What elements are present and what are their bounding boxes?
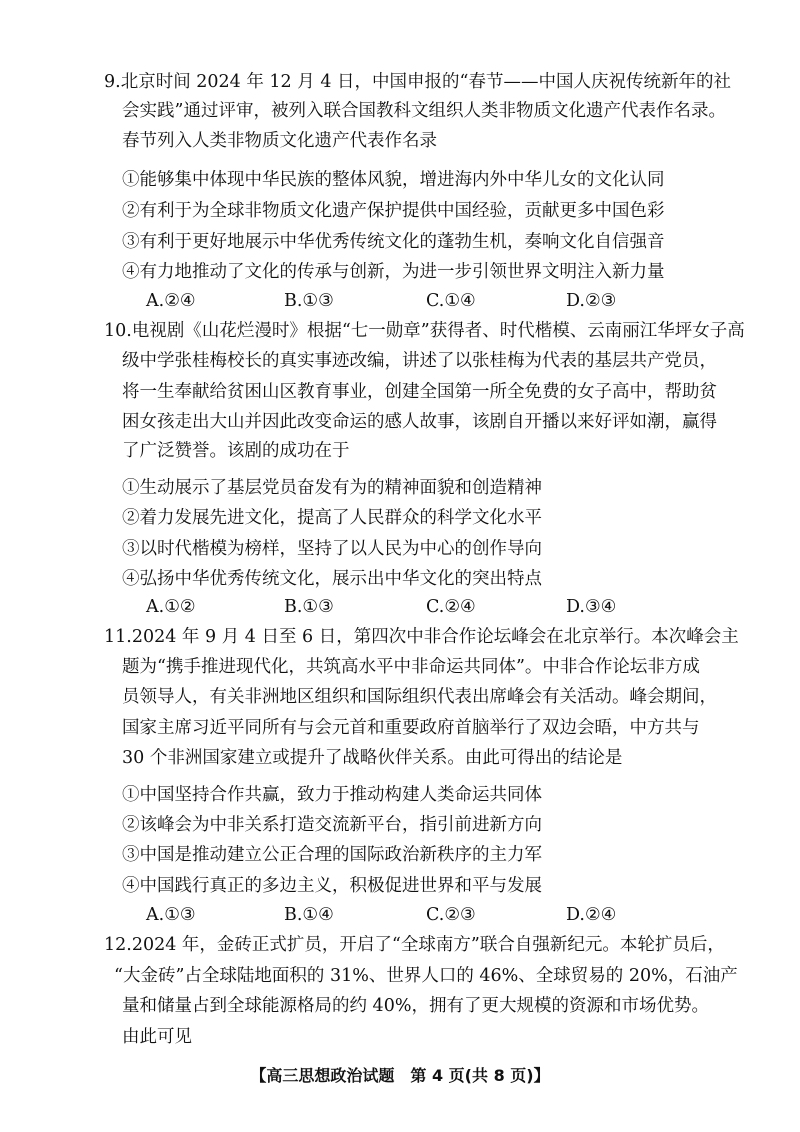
statement-2: ②着力发展先进文化，提高了人民群众的科学文化水平 [122,508,542,528]
statement-3: ③有利于更好地展示中华优秀传统文化的蓬勃生机，奏响文化自信强音 [122,232,665,252]
option-a: A.①② [146,597,196,617]
option-d: D.②③ [566,291,617,311]
statement-1: ①中国坚持合作共赢，致力于推动构建人类命运共同体 [122,785,542,805]
option-b: B.①③ [284,597,334,617]
option-c: C.②④ [426,597,476,617]
statement-4: ④弘扬中华优秀传统文化，展示出中华文化的突出特点 [122,569,542,589]
option-b: B.①③ [284,291,334,311]
statement-4: ④有力地推动了文化的传承与创新，为进一步引领世界文明注入新力量 [122,262,665,282]
question-stem-line: 将一生奉献给贫困山区教育事业，创建全国第一所全免费的女子高中，帮助贫 [122,382,717,402]
option-c: C.②③ [426,905,476,925]
question-stem-line: 量和储量占到全球能源格局的约 40%，拥有了更大规模的资源和市场优势。 [122,996,709,1016]
statement-1: ①能够集中体现中华民族的整体风貌，增进海内外中华儿女的文化认同 [122,170,665,190]
question-stem-line: 12.2024 年，金砖正式扩员，开启了“全球南方”联合自强新纪元。本轮扩员后， [104,935,725,955]
option-d: D.③④ [566,597,617,617]
question-stem-line: “大金砖”占全球陆地面积的 31%、世界人口的 46%、全球贸易的 20%，石油产 [114,966,738,986]
option-c: C.①④ [426,291,476,311]
question-stem-line: 由此可见 [122,1027,192,1047]
page-footer: 【高三思想政治试题 第 4 页(共 8 页)】 [250,1066,550,1085]
question-stem-line: 员领导人，有关非洲地区组织和国际组织代表出席峰会有关活动。峰会期间， [122,687,717,707]
option-a: A.①③ [146,905,196,925]
option-b: B.①④ [284,905,334,925]
question-stem-line: 10.电视剧《山花烂漫时》根据“七一勋章”获得者、时代楷模、云南丽江华坪女子高 [104,321,745,341]
option-d: D.②④ [566,905,617,925]
question-stem-line: 会实践”通过评审，被列入联合国教科文组织人类非物质文化遗产代表作名录。 [122,101,726,121]
question-stem-line: 春节列入人类非物质文化遗产代表作名录 [122,131,437,151]
question-stem-line: 11.2024 年 9 月 4 日至 6 日，第四次中非合作论坛峰会在北京举行。本次峰会主 [104,627,739,647]
question-stem-line: 30 个非洲国家建立或提升了战略伙伴关系。由此可得出的结论是 [122,748,623,768]
question-stem-line: 国家主席习近平同所有与会元首和重要政府首脑举行了双边会晤，中方共与 [122,718,700,738]
statement-3: ③中国是推动建立公正合理的国际政治新秩序的主力军 [122,845,542,865]
question-stem-line: 困女孩走出大山并因此改变命运的感人故事，该剧自开播以来好评如潮，赢得 [122,412,717,432]
question-stem-line: 题为“携手推进现代化，共筑高水平中非命运共同体”。中非合作论坛非方成 [122,657,700,677]
question-stem-line: 级中学张桂梅校长的真实事迹改编，讲述了以张桂梅为代表的基层共产党员， [122,351,717,371]
statement-4: ④中国践行真正的多边主义，积极促进世界和平与发展 [122,876,542,896]
question-stem-line: 了广泛赞誉。该剧的成功在于 [122,441,350,461]
statement-3: ③以时代楷模为榜样，坚持了以人民为中心的创作导向 [122,539,542,559]
statement-2: ②有利于为全球非物质文化遗产保护提供中国经验，贡献更多中国色彩 [122,201,665,221]
statement-1: ①生动展示了基层党员奋发有为的精神面貌和创造精神 [122,478,542,498]
option-a: A.②④ [146,291,196,311]
question-stem-line: 9.北京时间 2024 年 12 月 4 日，中国申报的“春节——中国人庆祝传统新年的社 [104,72,731,92]
statement-2: ②该峰会为中非关系打造交流新平台，指引前进新方向 [122,815,542,835]
